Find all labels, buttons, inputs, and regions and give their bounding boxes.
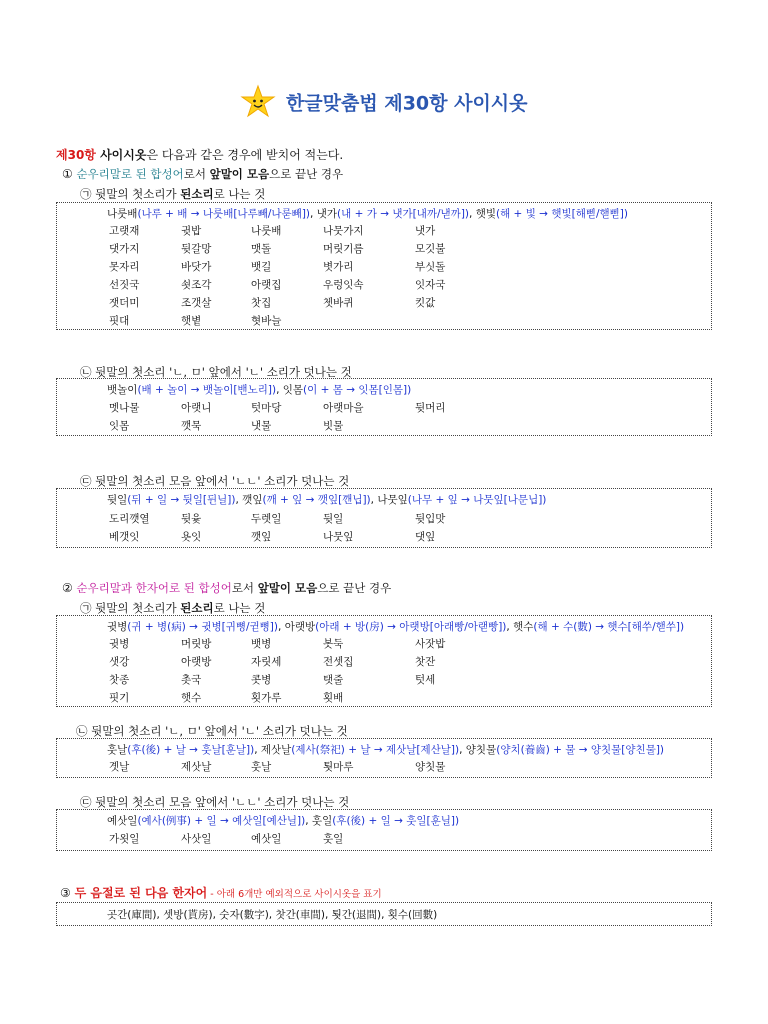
word-cell: 곗날	[109, 761, 130, 773]
example-word: , 냇가	[310, 208, 337, 220]
example-derivation: (나루 + 배 → 나룻배[나루빼/나룯빼])	[137, 208, 311, 220]
word-cell: 핏기	[109, 692, 130, 704]
word-cell: 뒷일	[323, 513, 344, 525]
article-number: 제30항	[56, 148, 96, 162]
word-cell: 바닷가	[181, 261, 212, 273]
sec1-c-box	[56, 488, 712, 548]
word-cell: 냇가	[415, 225, 436, 237]
heading-text: 로서	[183, 167, 210, 181]
word-cell: 아랫마을	[323, 402, 364, 414]
word-cell: 머릿기름	[323, 243, 364, 255]
example-derivation: (제사(祭祀) + 날 → 제삿날[제산날])	[291, 744, 460, 756]
word-cell: 두렛일	[251, 513, 282, 525]
heading-text: 로서	[231, 581, 258, 595]
word-cell: 우렁잇속	[323, 279, 364, 291]
word-cell: 댓가지	[109, 243, 140, 255]
sec1-c-label: ㉢ 뒷말의 첫소리 모음 앞에서 'ㄴㄴ' 소리가 덧나는 것	[80, 474, 350, 488]
word-row	[109, 400, 505, 415]
example-line	[107, 813, 459, 828]
example-derivation: (해 + 빛 → 햇빛[해삗/핻삗])	[495, 208, 628, 220]
word-cell: 찻집	[251, 297, 272, 309]
word-cell: 냇물	[251, 420, 272, 432]
word-cell: 핏대	[109, 315, 130, 327]
word-cell: 못자리	[109, 261, 140, 273]
subsection-label: ㉠ 뒷말의 첫소리가	[80, 187, 181, 201]
example-derivation: (나무 + 잎 → 나뭇잎[나문닙])	[407, 494, 547, 506]
subsection-label: 로 나는 것	[213, 601, 266, 615]
example-line	[107, 382, 411, 397]
example-word: , 제삿날	[254, 744, 292, 756]
word-cell: 뒷갈망	[181, 243, 212, 255]
intro-term: 사이시옷	[95, 148, 147, 162]
word-cell: 킷값	[415, 297, 436, 309]
example-word: , 아랫방	[278, 621, 316, 633]
heading-emphasis: 앞말이 모음	[209, 167, 270, 181]
word-cell: 양칫물	[415, 761, 446, 773]
word-row	[109, 690, 415, 705]
word-cell: 뱃병	[251, 638, 272, 650]
word-cell: 찻잔	[415, 656, 436, 668]
word-cell: 탯줄	[323, 674, 344, 686]
example-line	[107, 492, 546, 507]
section-3-term: 두 음절로 된 다음 한자어	[74, 886, 208, 900]
example-word: 나룻배	[107, 208, 138, 220]
heading-emphasis: 앞말이 모음	[257, 581, 318, 595]
word-row	[109, 831, 415, 846]
word-cell: 베갯잇	[109, 531, 140, 543]
example-word: 예삿일	[107, 815, 138, 827]
word-cell: 아랫니	[181, 402, 212, 414]
subsection-label: 로 나는 것	[213, 187, 266, 201]
word-cell: 귓병	[109, 638, 130, 650]
word-row	[109, 654, 505, 669]
sec2-a-box	[56, 615, 712, 707]
word-cell: 귓밥	[181, 225, 202, 237]
title-text: 한글맞춤법 제30항 사이시옷	[285, 92, 528, 115]
word-row	[109, 418, 415, 433]
word-row	[109, 277, 505, 292]
word-row	[109, 259, 505, 274]
example-word: , 햇빛	[469, 208, 496, 220]
word-cell: 횟가루	[251, 692, 282, 704]
example-word: , 햇수	[506, 621, 534, 633]
word-cell: 텃세	[415, 674, 436, 686]
word-row	[109, 241, 505, 256]
word-cell: 자릿세	[251, 656, 282, 668]
example-word: 뒷일	[107, 494, 128, 506]
word-cell: 사삿일	[181, 833, 212, 845]
word-cell: 빗물	[323, 420, 344, 432]
example-derivation: (뒤 + 일 → 뒷일[뒨닐])	[127, 494, 236, 506]
word-cell: 뱃길	[251, 261, 272, 273]
word-cell: 샛강	[109, 656, 130, 668]
example-derivation: (배 + 놀이 → 뱃놀이[밴노리])	[137, 384, 277, 396]
example-derivation: (내 + 가 → 냇가[내까/낻까])	[337, 208, 470, 220]
word-cell: 햇수	[181, 692, 202, 704]
word-cell: 잿더미	[109, 297, 140, 309]
example-derivation: (후(後) + 날 → 훗날[훈날])	[127, 744, 255, 756]
word-cell: 찻종	[109, 674, 130, 686]
word-cell: 뒷머리	[415, 402, 446, 414]
subsection-label: ㉠ 뒷말의 첫소리가	[80, 601, 181, 615]
word-cell: 혓바늘	[251, 315, 282, 327]
example-derivation: (귀 + 병(病) → 귓병[귀뼝/귇뼝])	[127, 621, 279, 633]
word-cell: 텃마당	[251, 402, 282, 414]
word-cell: 맷돌	[251, 243, 272, 255]
star-icon	[240, 84, 276, 120]
intro-line	[56, 146, 343, 163]
section-2-term: 순우리말과 한자어로 된 합성어	[76, 581, 232, 595]
word-row	[109, 759, 505, 774]
section-3-note: - 아래 6개만 예외적으로 사이시옷을 표기	[207, 889, 382, 900]
word-cell: 나뭇가지	[323, 225, 364, 237]
sec1-a-box	[56, 202, 712, 330]
example-word: , 잇몸	[276, 384, 304, 396]
word-cell: 가욋일	[109, 833, 140, 845]
word-cell: 욧잇	[181, 531, 202, 543]
section-1-term: 순우리말로 된 합성어	[76, 167, 184, 181]
word-cell: 예삿일	[251, 833, 282, 845]
sec2-c-box	[56, 809, 712, 851]
sec2-a-label	[80, 600, 265, 616]
heading-text: 으로 끝난 경우	[317, 581, 392, 595]
example-line	[107, 206, 628, 221]
example-word: 훗날	[107, 744, 128, 756]
example-derivation: (해 + 수(數) → 햇수[해쑤/핻쑤])	[533, 621, 685, 633]
word-cell: 뒷입맛	[415, 513, 446, 525]
word-row	[109, 529, 505, 544]
word-row	[109, 295, 505, 310]
example-derivation: (후(後) + 일 → 훗일[훈닐])	[332, 815, 460, 827]
word-cell: 봇둑	[323, 638, 344, 650]
section-number: ②	[62, 581, 73, 595]
word-cell: 전셋집	[323, 656, 354, 668]
word-cell: 툇마루	[323, 761, 354, 773]
word-row	[109, 511, 505, 526]
heading-text: 으로 끝난 경우	[269, 167, 344, 181]
sec2-b-label: ㉡ 뒷말의 첫소리 'ㄴ, ㅁ' 앞에서 'ㄴ' 소리가 덧나는 것	[76, 724, 348, 738]
example-derivation: (깨 + 잎 → 깻잎[깬닙])	[262, 494, 371, 506]
word-cell: 콧병	[251, 674, 272, 686]
section-2-heading	[62, 580, 391, 596]
label-emphasis: 된소리	[180, 187, 214, 201]
word-cell: 고랫재	[109, 225, 140, 237]
example-derivation: (양치(養齒) + 물 → 양칫물[양친물])	[496, 744, 665, 756]
sec3-box	[56, 902, 712, 926]
example-word: , 나뭇잎	[370, 494, 408, 506]
word-cell: 나뭇잎	[323, 531, 354, 543]
word-cell: 부싯돌	[415, 261, 446, 273]
word-row	[109, 313, 323, 328]
word-cell: 댓잎	[415, 531, 436, 543]
example-word: 귓병	[107, 621, 128, 633]
sec2-c-label: ㉢ 뒷말의 첫소리 모음 앞에서 'ㄴㄴ' 소리가 덧나는 것	[80, 795, 350, 809]
page-title	[0, 84, 768, 120]
section-3-heading	[60, 884, 382, 901]
word-cell: 촛국	[181, 674, 202, 686]
example-derivation: (이 + 몸 → 잇몸[인몸])	[303, 384, 412, 396]
sec1-a-label	[80, 186, 265, 202]
sec1-b-box	[56, 378, 712, 436]
word-cell: 볏가리	[323, 261, 354, 273]
word-cell: 도리깻열	[109, 513, 150, 525]
example-line	[107, 742, 664, 757]
word-cell: 머릿방	[181, 638, 212, 650]
word-cell: 쳇바퀴	[323, 297, 354, 309]
example-derivation: (아래 + 방(房) → 아랫방[아래빵/아랟빵])	[315, 621, 507, 633]
sec1-b-label: ㉡ 뒷말의 첫소리 'ㄴ, ㅁ' 앞에서 'ㄴ' 소리가 덧나는 것	[80, 365, 352, 379]
word-row	[109, 636, 505, 651]
word-cell: 나룻배	[251, 225, 282, 237]
word-row	[109, 672, 505, 687]
sec2-b-box	[56, 738, 712, 778]
section-number: ①	[62, 167, 73, 181]
section-1-heading	[62, 166, 343, 182]
word-cell: 훗일	[323, 833, 344, 845]
example-word: , 깻잎	[235, 494, 263, 506]
word-cell: 잇몸	[109, 420, 130, 432]
example-line	[107, 619, 684, 634]
word-cell: 깻잎	[251, 531, 272, 543]
example-word: , 훗일	[305, 815, 333, 827]
word-cell: 훗날	[251, 761, 272, 773]
word-cell: 멧나물	[109, 402, 140, 414]
word-cell: 햇볕	[181, 315, 202, 327]
label-emphasis: 된소리	[180, 601, 214, 615]
word-cell: 쇳조각	[181, 279, 212, 291]
example-word: , 양칫물	[459, 744, 497, 756]
word-cell: 횟배	[323, 692, 344, 704]
word-cell: 사잣밥	[415, 638, 446, 650]
word-cell: 조갯살	[181, 297, 212, 309]
word-cell: 모깃불	[415, 243, 446, 255]
section-number: ③	[60, 886, 71, 900]
example-word: 뱃놀이	[107, 384, 138, 396]
word-cell: 선짓국	[109, 279, 140, 291]
intro-text: 은 다음과 같은 경우에 받치어 적는다.	[146, 148, 344, 162]
word-cell: 아랫방	[181, 656, 212, 668]
word-cell: 제삿날	[181, 761, 212, 773]
exception-words: 곳간(庫間), 셋방(貰房), 숫자(數字), 찻간(車間), 툇간(退間), 횟수(回數)	[107, 909, 438, 921]
word-cell: 아랫집	[251, 279, 282, 291]
word-cell: 뒷윷	[181, 513, 202, 525]
word-row	[109, 223, 505, 238]
word-cell: 잇자국	[415, 279, 446, 291]
example-derivation: (예사(例事) + 일 → 예삿일[예산닐])	[137, 815, 306, 827]
word-cell: 깻묵	[181, 420, 202, 432]
